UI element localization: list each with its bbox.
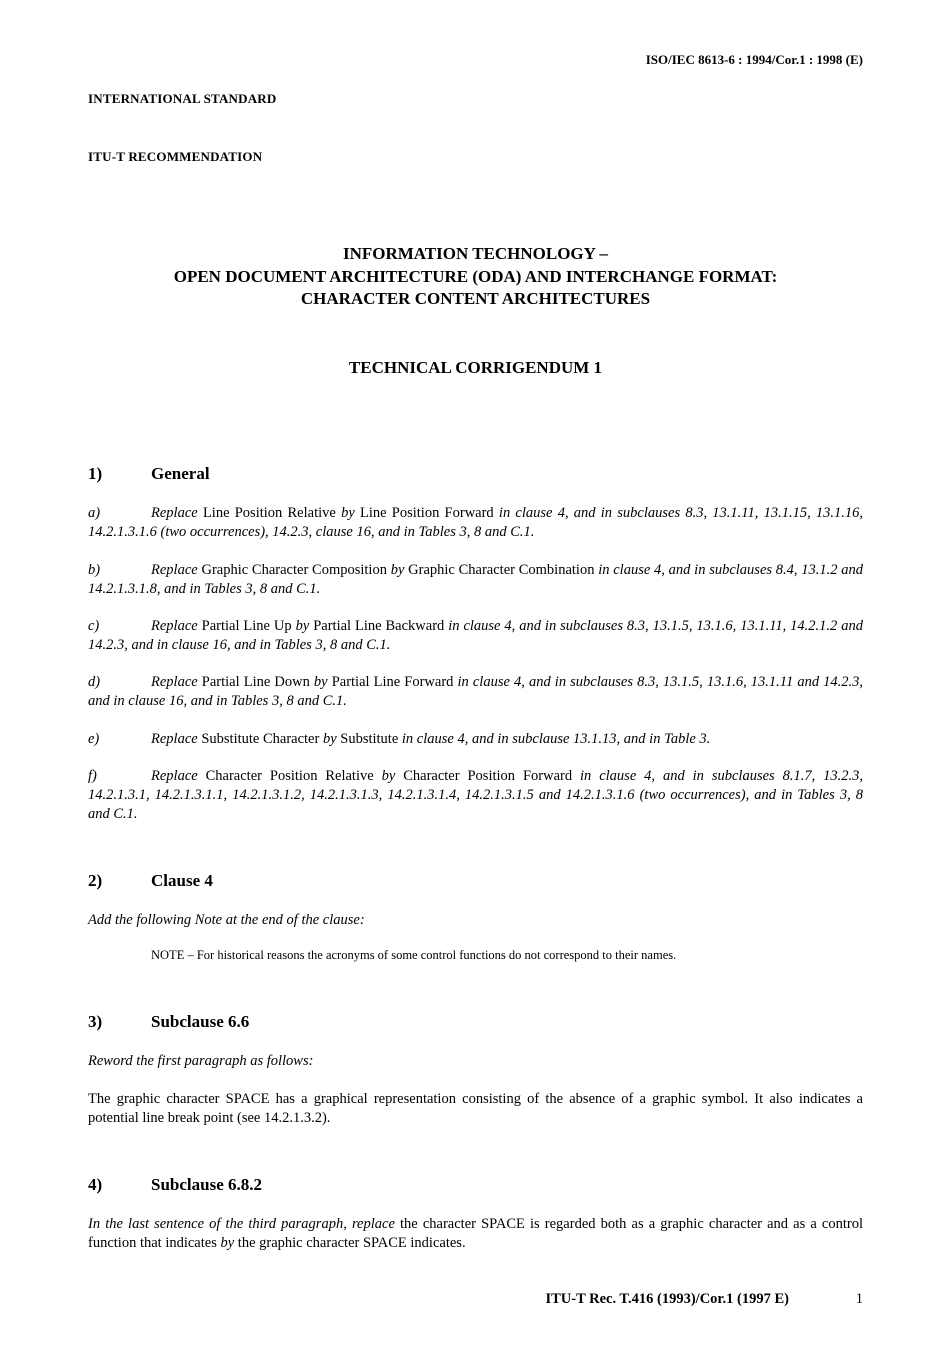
section-heading — [88, 464, 210, 484]
list-item: c) Replace Partial Line Up by Partial Line Backward in clause 4, and in subclauses 8.3, 13.1.5, 13.1.6, 13.1.11, 14.2.1.2 and 14.2.3, and in clause 16, and in Tables 3, 8 and C.1. — [88, 618, 863, 653]
list-item: a) Replace Line Position Relative by Line Position Forward in clause 4, and in subclauses 8.3, 13.1.11, 13.1.15, 13.1.16, 14.2.1.3.1.6 (two occurrences), 14.2.3, clause 16, and in Tables 3, 8 and C.1. — [88, 505, 864, 540]
section-number: 4) — [88, 1175, 103, 1194]
body-paragraph: The graphic character SPACE has a graphical representation consisting of the absence of a graphic symbol. It also indicates a potential line break point (see 14.2.1.3.2). — [88, 1091, 863, 1126]
item-label: d) — [88, 674, 101, 690]
page-number: 1 — [855, 1291, 863, 1307]
footer-recommendation: ITU-T Rec. T.416 (1993)/Cor.1 (1997 E) — [545, 1291, 789, 1307]
item-label: f) — [88, 768, 97, 784]
section-heading — [88, 1175, 262, 1195]
section-number: 3) — [88, 1012, 103, 1031]
itu-recommendation-label: ITU-T RECOMMENDATION — [88, 149, 263, 164]
section-heading — [88, 1012, 249, 1032]
corrigendum-title: TECHNICAL CORRIGENDUM 1 — [348, 358, 603, 377]
list-item: d) Replace Partial Line Down by Partial Line Forward in clause 4, and in subclauses 8.3, 13.1.5, 13.1.6, 13.1.11 and 14.2.3, and in clause 16, and in Tables 3, 8 and C.1. — [88, 674, 864, 709]
item-label: e) — [88, 731, 100, 747]
international-standard-label: INTERNATIONAL STANDARD — [88, 91, 277, 106]
list-item: e) Replace Substitute Character by Substitute in clause 4, and in subclause 13.1.13, and in Table 3. — [88, 731, 711, 747]
instruction-text: Add the following Note at the end of the clause: — [88, 912, 365, 928]
section-heading — [88, 871, 213, 891]
section-number: 1) — [88, 464, 103, 483]
section-title: Clause 4 — [151, 871, 213, 890]
document-title — [88, 243, 863, 311]
instruction-text: Reword the first paragraph as follows: — [88, 1053, 314, 1069]
section-title: Subclause 6.8.2 — [151, 1175, 262, 1194]
item-label: a) — [88, 505, 101, 521]
list-item: b) Replace Graphic Character Composition by Graphic Character Combination in clause 4, and in subclauses 8.4, 13.1.2 and 14.2.1.3.1.8, and in Tables 3, 8 and C.1. — [88, 562, 864, 597]
title-line-2: OPEN DOCUMENT ARCHITECTURE (ODA) AND INTERCHANGE FORMAT: — [173, 266, 778, 286]
document-id: ISO/IEC 8613-6 : 1994/Cor.1 : 1998 (E) — [645, 52, 863, 67]
list-item: f) Replace Character Position Relative by Character Position Forward in clause 4, and in subclauses 8.1.7, 13.2.3, 14.2.1.3.1, 14.2.1.3.1.1, 14.2.1.3.1.2, 14.2.1.3.1.3, 14.2.1.3.1.4, 14.2.1.3.1.5 and 14.2.1.3.1.6 (two occurrences), and in Tables 3, 8 and C.1. — [88, 768, 864, 822]
body-paragraph: In the last sentence of the third paragraph, replace the character SPACE is regarded both as a graphic character and as a control function that indicates by the graphic character SPACE indicates. — [88, 1216, 864, 1251]
item-label: b) — [88, 562, 101, 578]
item-label: c) — [88, 618, 100, 634]
section-title: General — [151, 464, 210, 483]
title-line-3: CHARACTER CONTENT ARCHITECTURES — [300, 289, 651, 308]
section-number: 2) — [88, 871, 103, 890]
note-text: NOTE – For historical reasons the acronyms of some control functions do not correspond to their names. — [151, 948, 677, 962]
section-title: Subclause 6.6 — [151, 1012, 250, 1031]
title-line-1: INFORMATION TECHNOLOGY – — [342, 244, 609, 263]
